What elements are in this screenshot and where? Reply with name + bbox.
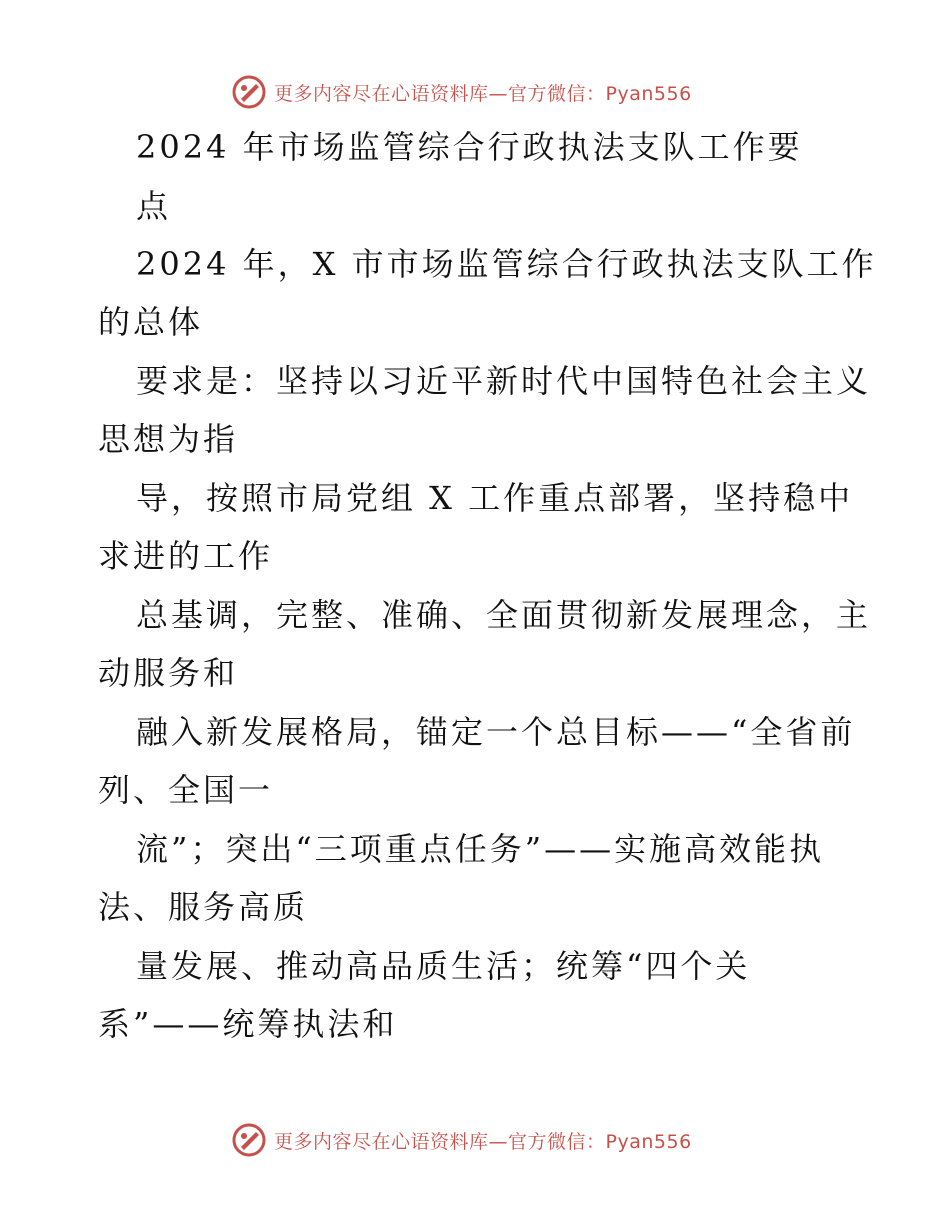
text-line: 思想为指 <box>98 420 239 458</box>
text-line: 动服务和 <box>98 654 239 692</box>
text-line: 系”——统筹执法和 <box>98 1005 398 1043</box>
text-line: 的总体 <box>98 303 204 341</box>
text-line: 2024 年市场监管综合行政执法支队工作要 <box>136 128 803 166</box>
text-line: 列、全国一 <box>98 771 274 809</box>
text-line: 2024 年，X 市市场监管综合行政执法支队工作 <box>136 245 877 283</box>
text-line: 量发展、推动高品质生活；统筹“四个关 <box>136 947 751 985</box>
text-line: 融入新发展格局，锚定一个总目标——“全省前 <box>136 713 856 751</box>
text-line: 要求是：坚持以习近平新时代中国特色社会主义 <box>136 362 872 400</box>
footer-watermark-banner <box>232 1120 692 1160</box>
text-line: 求进的工作 <box>98 537 274 575</box>
footer-watermark-text: 更多内容尽在心语资料库—官方微信：Pyan556 <box>274 1130 692 1153</box>
logo-icon <box>232 75 266 109</box>
logo-icon <box>232 1123 266 1157</box>
text-line: 导，按照市局党组 X 工作重点部署，坚持稳中 <box>136 479 854 517</box>
header-watermark-text: 更多内容尽在心语资料库—官方微信：Pyan556 <box>274 82 692 105</box>
text-line: 点 <box>136 187 172 225</box>
text-line: 法、服务高质 <box>98 888 309 926</box>
text-line: 流”；突出“三项重点任务”——实施高效能执 <box>136 830 825 868</box>
text-line: 总基调，完整、准确、全面贯彻新发展理念，主 <box>136 596 872 634</box>
header-watermark-banner <box>232 72 692 112</box>
